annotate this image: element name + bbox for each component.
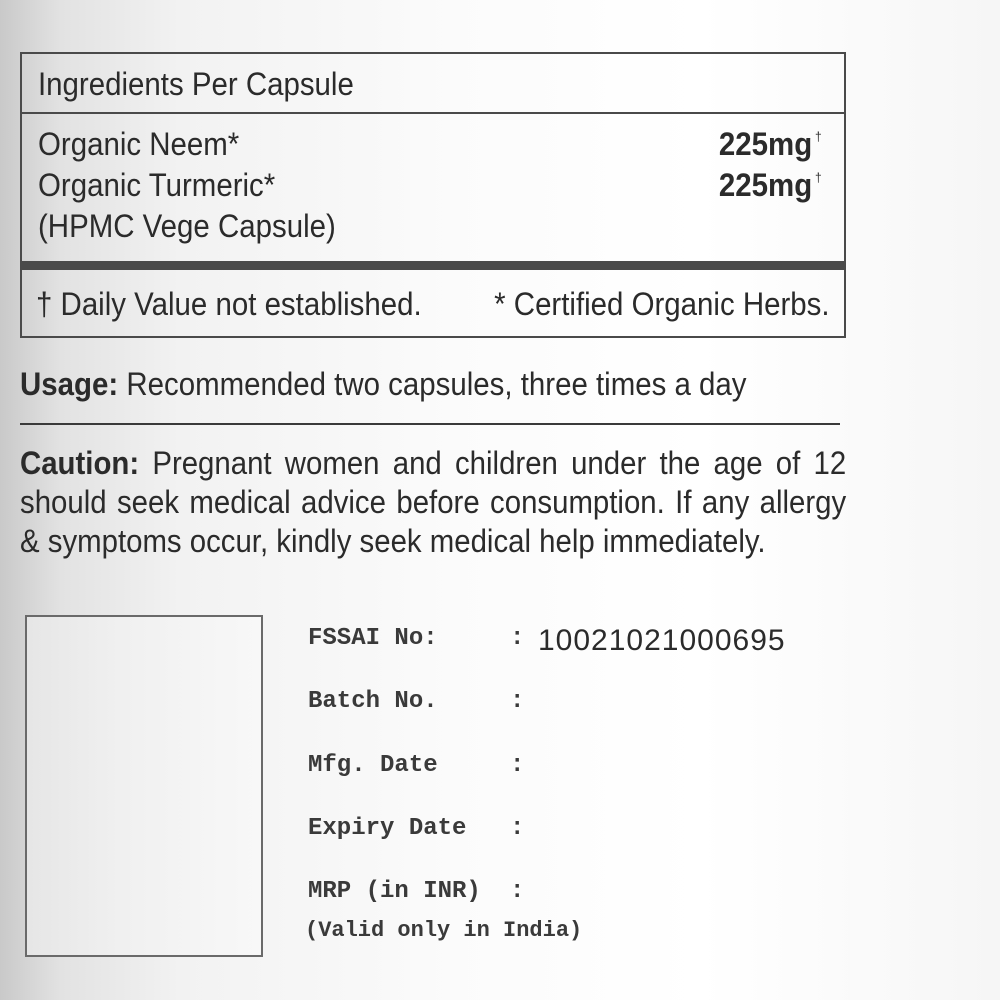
stamp-area — [25, 615, 263, 957]
batch-colon: : — [510, 688, 525, 715]
table-divider — [22, 261, 844, 270]
fssai-colon: : — [510, 625, 525, 652]
usage-text: Recommended two capsules, three times a day — [118, 366, 747, 402]
table-footer — [22, 270, 844, 336]
fssai-number: 10021021000695 — [538, 624, 786, 657]
capsule-note-row — [38, 208, 822, 250]
daily-value-footnote: † Daily Value not established. — [36, 286, 422, 322]
ingredient-amount: 225mg † — [719, 167, 822, 203]
table-title: Ingredients Per Capsule — [38, 66, 354, 102]
ingredient-row — [38, 167, 822, 209]
table-header — [22, 54, 844, 114]
section-divider — [20, 423, 840, 425]
mrp-label: MRP (in INR) — [308, 878, 481, 905]
expiry-date-colon: : — [510, 815, 525, 842]
batch-label: Batch No. — [308, 688, 438, 715]
valid-india-note: (Valid only in India) — [305, 918, 583, 943]
usage-label: Usage: — [20, 366, 119, 402]
mrp-colon: : — [510, 878, 525, 905]
ingredient-name: Organic Turmeric* — [38, 167, 276, 203]
caution-label: Caution: — [20, 445, 140, 481]
ingredient-amount: 225mg † — [719, 126, 822, 162]
ingredient-name: Organic Neem* — [38, 126, 240, 162]
organic-footnote: * Certified Organic Herbs. — [494, 286, 830, 322]
capsule-note: (HPMC Vege Capsule) — [38, 208, 336, 244]
usage-line — [20, 366, 747, 403]
ingredient-row — [38, 126, 822, 168]
mfg-date-label: Mfg. Date — [308, 752, 438, 779]
expiry-date-label: Expiry Date — [308, 815, 467, 842]
dagger-mark: † — [815, 129, 822, 144]
caution-paragraph — [20, 444, 846, 561]
caution-text: Pregnant women and children under the age of 12 should seek medical advice before consumption. If any allergy & symptoms occur, kindly seek medical help immediately. — [20, 445, 847, 559]
ingredients-table — [20, 52, 846, 338]
fssai-label: FSSAI No: — [308, 625, 438, 652]
dagger-mark: † — [815, 170, 822, 185]
mfg-date-colon: : — [510, 752, 525, 779]
